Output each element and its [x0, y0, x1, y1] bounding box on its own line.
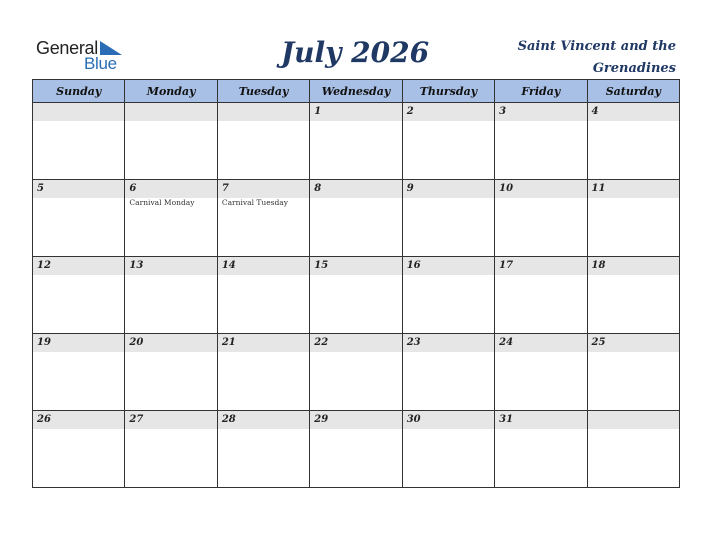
weekday-tuesday: Tuesday	[217, 80, 309, 103]
day-number: 18	[591, 260, 606, 271]
day-number: 2	[406, 106, 414, 117]
day-number: 5	[37, 183, 44, 194]
day-number: 21	[221, 337, 236, 348]
day-number: 11	[591, 183, 606, 194]
day-cell	[587, 257, 679, 334]
day-number: 7	[221, 183, 229, 194]
day-cell	[402, 103, 494, 180]
day-number: 25	[591, 337, 606, 348]
day-number: 13	[129, 260, 144, 271]
day-cell	[495, 334, 587, 411]
day-cell	[310, 334, 402, 411]
day-cell	[587, 180, 679, 257]
date-bar	[125, 180, 216, 198]
day-number: 31	[499, 414, 514, 425]
date-bar	[310, 103, 401, 121]
day-number: 22	[314, 337, 329, 348]
day-number: 8	[314, 183, 322, 194]
date-bar	[33, 180, 124, 198]
date-bar	[218, 103, 309, 121]
day-cell	[33, 411, 125, 488]
holiday-label: Carnival Tuesday	[221, 198, 288, 207]
day-number: 23	[406, 337, 421, 348]
date-bar	[403, 180, 494, 198]
day-number: 17	[499, 260, 514, 271]
country-line-1: Saint Vincent and the	[517, 39, 676, 54]
day-cell	[495, 257, 587, 334]
week-row	[33, 334, 680, 411]
generalblue-logo	[36, 38, 136, 74]
day-cell	[402, 334, 494, 411]
week-row	[33, 411, 680, 488]
day-cell	[125, 180, 217, 257]
day-cell	[587, 411, 679, 488]
day-number: 1	[314, 106, 322, 117]
date-bar	[588, 411, 679, 429]
day-number: 27	[129, 414, 144, 425]
logo-word-general: General	[36, 38, 98, 58]
day-number: 4	[591, 106, 599, 117]
day-cell	[495, 180, 587, 257]
day-cell	[310, 257, 402, 334]
day-number: 15	[314, 260, 329, 271]
day-cell	[33, 103, 125, 180]
week-row	[33, 257, 680, 334]
logo-triangle-icon	[100, 41, 122, 55]
date-bar	[33, 103, 124, 121]
logo-word-blue: Blue	[84, 54, 117, 73]
day-cell	[495, 411, 587, 488]
holiday-label: Carnival Monday	[129, 198, 195, 207]
day-cell	[217, 334, 309, 411]
date-bar	[218, 180, 309, 198]
day-cell	[310, 180, 402, 257]
day-number: 30	[406, 414, 421, 425]
day-number: 19	[37, 337, 51, 348]
day-cell	[402, 411, 494, 488]
day-cell	[125, 103, 217, 180]
weekday-header-row	[33, 80, 680, 103]
day-cell	[125, 411, 217, 488]
date-bar	[403, 103, 494, 121]
weekday-wednesday: Wednesday	[310, 80, 402, 103]
day-number: 26	[37, 414, 51, 425]
day-cell	[310, 103, 402, 180]
day-cell	[402, 180, 494, 257]
day-number: 14	[221, 260, 236, 271]
day-number: 20	[129, 337, 144, 348]
day-cell	[33, 180, 125, 257]
day-number: 3	[499, 106, 507, 117]
day-cell	[587, 103, 679, 180]
day-cell	[495, 103, 587, 180]
date-bar	[125, 103, 216, 121]
day-number: 6	[129, 183, 137, 194]
day-cell	[587, 334, 679, 411]
day-cell	[33, 334, 125, 411]
date-bar	[495, 103, 586, 121]
weekday-monday: Monday	[125, 80, 217, 103]
weekday-friday: Friday	[495, 80, 587, 103]
date-bar	[310, 180, 401, 198]
day-cell	[217, 257, 309, 334]
day-number: 28	[221, 414, 236, 425]
weekday-saturday: Saturday	[587, 80, 679, 103]
calendar-title: July 2026	[280, 36, 430, 69]
day-cell	[125, 257, 217, 334]
week-row	[33, 180, 680, 257]
week-row	[33, 103, 680, 180]
weekday-thursday: Thursday	[402, 80, 494, 103]
calendar-grid	[32, 79, 680, 486]
date-bar	[588, 103, 679, 121]
country-name	[476, 36, 676, 80]
day-cell	[310, 411, 402, 488]
day-cell	[402, 257, 494, 334]
day-number: 10	[499, 183, 514, 194]
day-cell	[33, 257, 125, 334]
day-number: 29	[314, 414, 329, 425]
day-cell	[217, 180, 309, 257]
day-number: 16	[406, 260, 421, 271]
day-cell	[125, 334, 217, 411]
day-number: 12	[37, 260, 51, 271]
day-cell	[217, 103, 309, 180]
day-cell	[217, 411, 309, 488]
day-number: 9	[406, 183, 414, 194]
calendar-body	[33, 103, 680, 488]
country-line-2: Grenadines	[592, 61, 676, 76]
weekday-sunday: Sunday	[33, 80, 125, 103]
day-number: 24	[499, 337, 514, 348]
